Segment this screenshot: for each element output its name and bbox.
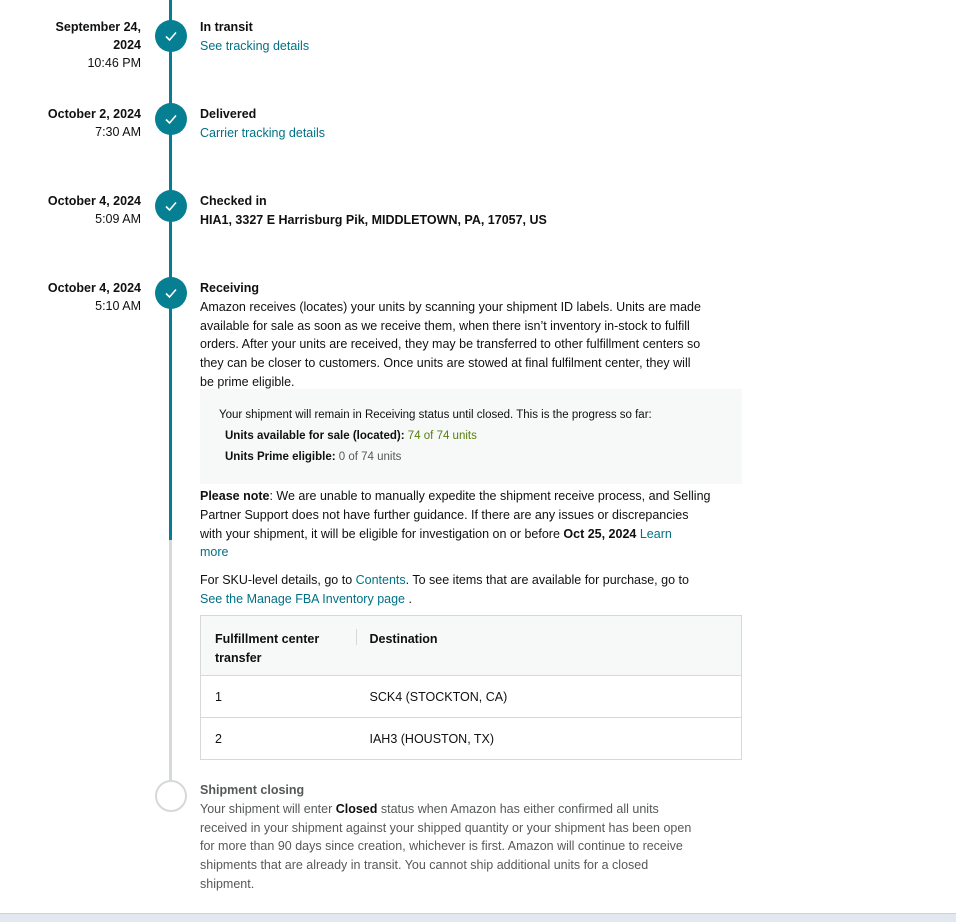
- shipment-closing: [200, 781, 745, 894]
- see-tracking-details-link[interactable]: See tracking details: [200, 38, 310, 53]
- units-available-label: Units available for sale (located):: [225, 430, 405, 442]
- receiving-text-line: be prime eligible.: [200, 374, 295, 389]
- event-date-line1: October 2, 2024: [47, 107, 141, 121]
- receiving-text-line: Amazon receives (locates) your units by scanning your shipment ID labels. Units are made: [200, 299, 701, 314]
- units-available-value: 74 of 74 units: [407, 430, 477, 442]
- event-time: 7:30 AM: [95, 125, 141, 139]
- closing-text: received in your shipment against your shipped quantity or your shipment has been open: [200, 820, 692, 835]
- units-prime-label: Units Prime eligible:: [225, 451, 336, 463]
- checkmark-icon: [155, 190, 187, 222]
- note-text: : We are unable to manually expedite the shipment receive process, and Selling: [269, 489, 711, 503]
- sku-details: [200, 571, 745, 609]
- event-date-line1: October 4, 2024: [47, 281, 141, 295]
- carrier-tracking-details-link[interactable]: Carrier tracking details: [200, 125, 326, 140]
- event-title: Receiving: [200, 281, 260, 295]
- learn-more-link-cont[interactable]: more: [200, 545, 229, 560]
- event-in-transit: [200, 18, 745, 56]
- note-text: with your shipment, it will be eligible for investigation on or before: [200, 526, 564, 541]
- units-prime-value: 0 of 74 units: [338, 451, 402, 463]
- event-date: [0, 18, 141, 72]
- units-prime-row: [225, 451, 401, 463]
- event-time: 10:46 PM: [87, 56, 141, 70]
- event-date: [0, 105, 141, 141]
- table-row: [201, 676, 742, 718]
- units-available-row: [225, 430, 477, 442]
- checkin-location: HIA1, 3327 E Harrisburg Pik, MIDDLETOWN, PA, 17057, US: [200, 212, 547, 227]
- closing-text: shipments that are already in transit. You cannot ship additional units for a closed: [200, 858, 649, 873]
- checkmark-icon: [155, 20, 187, 52]
- table-header-row: [201, 616, 742, 676]
- event-receiving: [200, 279, 745, 392]
- event-title: Checked in: [200, 194, 267, 208]
- event-time: 5:09 AM: [95, 212, 141, 226]
- timeline-rail-top: [169, 0, 172, 540]
- receiving-text-line: they can be closer to customers. Once units are stowed at final fulfilment center, they will: [200, 356, 691, 371]
- checkmark-icon: [155, 277, 187, 309]
- contents-link[interactable]: Contents: [355, 573, 406, 587]
- table-row: [201, 718, 742, 760]
- transfer-number: 2: [201, 718, 356, 760]
- sku-text: . To see items that are available for purchase, go to: [405, 573, 689, 587]
- sku-text: For SKU-level details, go to: [200, 573, 356, 587]
- receiving-text-line: available for sale as soon as we receive them, when there isn’t inventory in-stock to fulfill: [200, 318, 690, 333]
- event-date-line1: September 24,: [55, 20, 141, 34]
- pending-step-icon: [155, 780, 187, 812]
- note-label: Please note: [200, 489, 270, 503]
- progress-intro: Your shipment will remain in Receiving status until closed. This is the progress so far:: [219, 409, 652, 421]
- closing-text: Your shipment will enter: [200, 801, 336, 816]
- event-title: In transit: [200, 20, 253, 34]
- timeline-rail-rest: [169, 540, 172, 780]
- event-date: [0, 192, 141, 228]
- event-delivered: [200, 105, 745, 143]
- note-text: Partner Support does not have further guidance. If there are any issues or discrepancies: [200, 507, 689, 522]
- event-checked-in: [200, 192, 745, 230]
- destination-cell: SCK4 (STOCKTON, CA): [356, 676, 742, 718]
- please-note: [200, 487, 745, 562]
- closing-title: Shipment closing: [200, 783, 305, 797]
- closing-text: for more than 90 days since creation, whichever is first. Amazon will continue to receive: [200, 839, 683, 854]
- event-title: Delivered: [200, 107, 257, 121]
- event-date-line1: October 4, 2024: [47, 194, 141, 208]
- closed-status: Closed: [335, 801, 378, 816]
- manage-fba-inventory-link[interactable]: See the Manage FBA Inventory page: [200, 591, 405, 606]
- receiving-text-line: orders. After your units are received, they may be transferred to other fulfillment centers so: [200, 337, 701, 352]
- event-time: 5:10 AM: [95, 299, 141, 313]
- transfer-number: 1: [201, 676, 356, 718]
- column-header-transfer: Fulfillment center transfer: [201, 616, 356, 676]
- closing-text: status when Amazon has either confirmed all units: [377, 801, 659, 816]
- closing-text: shipment.: [200, 876, 255, 891]
- event-date: [0, 279, 141, 315]
- learn-more-link[interactable]: Learn: [639, 526, 672, 541]
- sku-text: .: [405, 591, 412, 606]
- fulfillment-transfer-table: [200, 615, 742, 760]
- receiving-progress-box: [200, 389, 742, 484]
- column-header-destination: Destination: [356, 616, 742, 676]
- checkmark-icon: [155, 103, 187, 135]
- event-date-line2: 2024: [113, 38, 141, 52]
- destination-cell: IAH3 (HOUSTON, TX): [356, 718, 742, 760]
- investigation-date: Oct 25, 2024: [563, 526, 637, 541]
